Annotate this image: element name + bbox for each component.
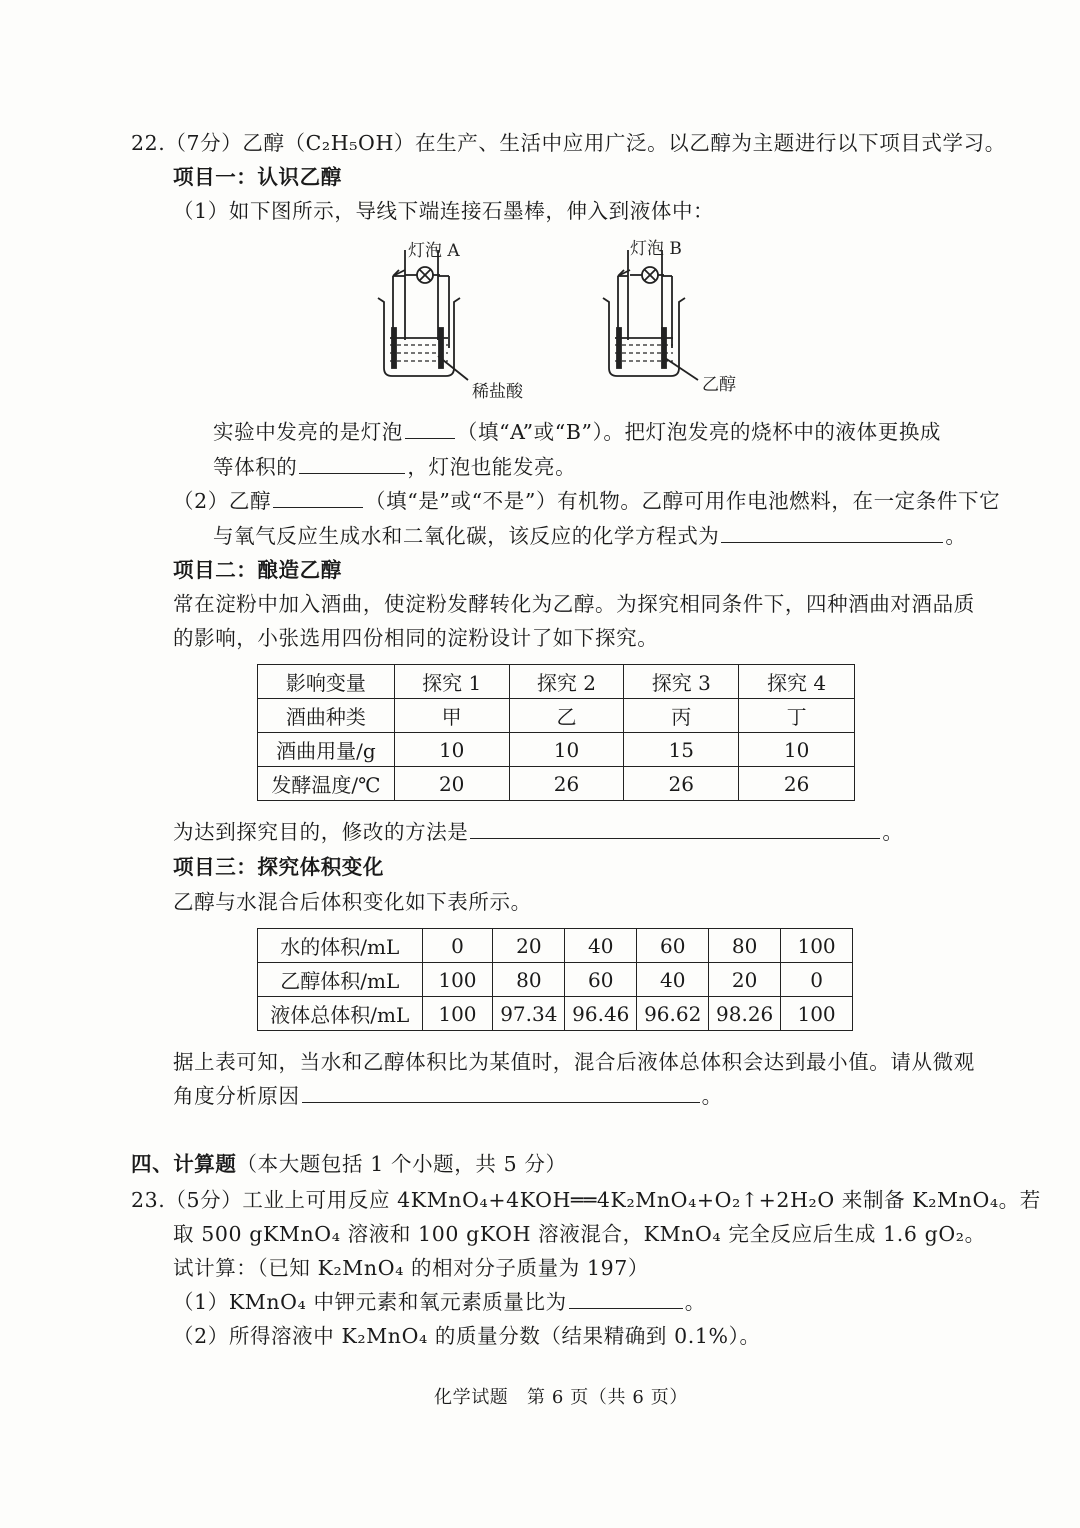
beaker-b-figure: [603, 250, 698, 380]
q2-text-d: 。: [945, 524, 967, 548]
q22-header: 22.（7分）乙醇（C₂H₅OH）在生产、生活中应用广泛。以乙醇为主题进行以下项目式学习。: [131, 131, 1006, 155]
circuit-diagram: [360, 228, 760, 408]
q2-text-a: （2）乙醇: [173, 489, 272, 513]
table-cell: 探究 4: [739, 665, 855, 699]
q23-q1-text: （1）KMnO₄ 中钾元素和氧元素质量比为: [173, 1290, 567, 1314]
table-cell: 20: [709, 963, 781, 997]
table-cell: 40: [637, 963, 709, 997]
q1-text-d: ，灯泡也能发亮。: [407, 455, 577, 479]
table-cell: 60: [637, 929, 709, 963]
table-row: [258, 929, 853, 963]
q2-text-b: （填“是”或“不是”）有机物。乙醇可用作电池燃料，在一定条件下它: [365, 489, 1001, 513]
table-row: [258, 997, 853, 1031]
project2-line1: 常在淀粉中加入酒曲，使淀粉发酵转化为乙醇。为探究相同条件下，四种酒曲对酒品质: [173, 592, 975, 616]
q2-text-c: 与氧气反应生成水和二氧化碳，该反应的化学方程式为: [213, 524, 720, 548]
table-cell: 100: [422, 997, 493, 1031]
table-cell: 影响变量: [258, 665, 395, 699]
table-cell: 40: [565, 929, 637, 963]
section4-heading: [131, 1150, 567, 1178]
bulb-b-label: 灯泡 B: [630, 239, 682, 259]
table-cell: 探究 2: [509, 665, 624, 699]
project1-intro: （1）如下图所示，导线下端连接石墨棒，伸入到液体中：: [173, 199, 715, 223]
project3-intro: 乙醇与水混合后体积变化如下表所示。: [173, 890, 532, 914]
q1-blank-liquid[interactable]: [299, 453, 405, 474]
table-cell: 20: [394, 767, 509, 801]
project3-line2: [173, 1082, 723, 1110]
table-cell: 乙: [509, 699, 624, 733]
q1-blank-bulb[interactable]: [405, 418, 455, 439]
liquid-a-label: 稀盐酸: [472, 382, 523, 402]
table-cell: 液体总体积/mL: [258, 997, 423, 1031]
table-row: [258, 963, 853, 997]
project1-title: 项目一：认识乙醇: [173, 165, 342, 189]
project3-line1: 据上表可知，当水和乙醇体积比为某值时，混合后液体总体积会达到最小值。请从微观: [173, 1050, 975, 1074]
q1-line2: [213, 453, 576, 481]
project2-blank-method[interactable]: [470, 818, 880, 839]
q1-text-c: 等体积的: [213, 455, 298, 479]
q2-blank-organic[interactable]: [273, 487, 363, 508]
q23-q1: [173, 1288, 706, 1316]
q1-text-b: （填“A”或“B”）。把灯泡发亮的烧杯中的液体更换成: [456, 420, 942, 444]
table-cell: 26: [509, 767, 624, 801]
table-cell: 10: [394, 733, 509, 767]
table-cell: 探究 3: [624, 665, 739, 699]
table-cell: 80: [709, 929, 781, 963]
liquid-b-label: 乙醇: [702, 375, 736, 395]
table-cell: 0: [781, 963, 853, 997]
project3-line2-text: 角度分析原因: [173, 1084, 300, 1108]
table-cell: 96.62: [637, 997, 709, 1031]
beaker-a-figure: [378, 250, 468, 380]
q1-line1: [213, 418, 941, 446]
q23-line1: 23.（5分）工业上可用反应 4KMnO₄+4KOH══4K₂MnO₄+O₂↑+2H₂O 来制备 K₂MnO₄。若: [131, 1188, 1041, 1212]
table-cell: 丁: [739, 699, 855, 733]
q2-line1: [173, 487, 1000, 515]
project3-line2-end: 。: [701, 1084, 723, 1108]
table-cell: 96.46: [565, 997, 637, 1031]
q2-line2: [213, 522, 967, 550]
project2-title: 项目二：酿造乙醇: [173, 558, 342, 582]
table-yeast-experiment: [257, 664, 855, 801]
table-cell: 酒曲种类: [258, 699, 395, 733]
section4-title: 四、计算题: [131, 1152, 237, 1176]
table-cell: 100: [781, 929, 853, 963]
table-cell: 乙醇体积/mL: [258, 963, 423, 997]
q23-line2: 取 500 gKMnO₄ 溶液和 100 gKOH 溶液混合，KMnO₄ 完全反应后生成 1.6 gO₂。: [173, 1222, 986, 1246]
table-cell: 0: [422, 929, 493, 963]
table-cell: 丙: [624, 699, 739, 733]
q23-line3: 试计算：（已知 K₂MnO₄ 的相对分子质量为 197）: [173, 1256, 649, 1280]
table-cell: 26: [739, 767, 855, 801]
table-cell: 26: [624, 767, 739, 801]
table-cell: 20: [493, 929, 565, 963]
project2-line2: 的影响，小张选用四份相同的淀粉设计了如下探究。: [173, 626, 659, 650]
q23-q2: （2）所得溶液中 K₂MnO₄ 的质量分数（结果精确到 0.1%）。: [173, 1324, 761, 1348]
table-cell: 10: [739, 733, 855, 767]
section4-note: （本大题包括 1 个小题，共 5 分）: [236, 1152, 567, 1176]
page-footer: 化学试题 第 6 页（共 6 页）: [434, 1387, 688, 1408]
project2-question-text: 为达到探究目的，修改的方法是: [173, 820, 469, 844]
table-cell: 甲: [394, 699, 509, 733]
table-row: [258, 665, 855, 699]
table-cell: 水的体积/mL: [258, 929, 423, 963]
q23-blank-ratio[interactable]: [569, 1288, 683, 1309]
table-cell: 80: [493, 963, 565, 997]
table-cell: 60: [565, 963, 637, 997]
table-row: [258, 767, 855, 801]
q23-q1-end: 。: [684, 1290, 706, 1314]
bulb-a-label: 灯泡 A: [408, 241, 460, 261]
table-row: [258, 699, 855, 733]
project3-title: 项目三：探究体积变化: [173, 855, 384, 879]
project2-question-end: 。: [882, 820, 904, 844]
table-cell: 探究 1: [394, 665, 509, 699]
table-cell: 100: [422, 963, 493, 997]
project3-blank-reason[interactable]: [302, 1082, 700, 1103]
table-cell: 发酵温度/℃: [258, 767, 395, 801]
table-cell: 100: [781, 997, 853, 1031]
table-volume-change: [257, 928, 853, 1031]
q1-text-a: 实验中发亮的是灯泡: [213, 420, 403, 444]
table-cell: 15: [624, 733, 739, 767]
table-cell: 97.34: [493, 997, 565, 1031]
table-cell: 酒曲用量/g: [258, 733, 395, 767]
table-row: [258, 733, 855, 767]
table-cell: 98.26: [709, 997, 781, 1031]
project2-question: [173, 818, 904, 846]
q2-blank-equation[interactable]: [721, 522, 943, 543]
table-cell: 10: [509, 733, 624, 767]
